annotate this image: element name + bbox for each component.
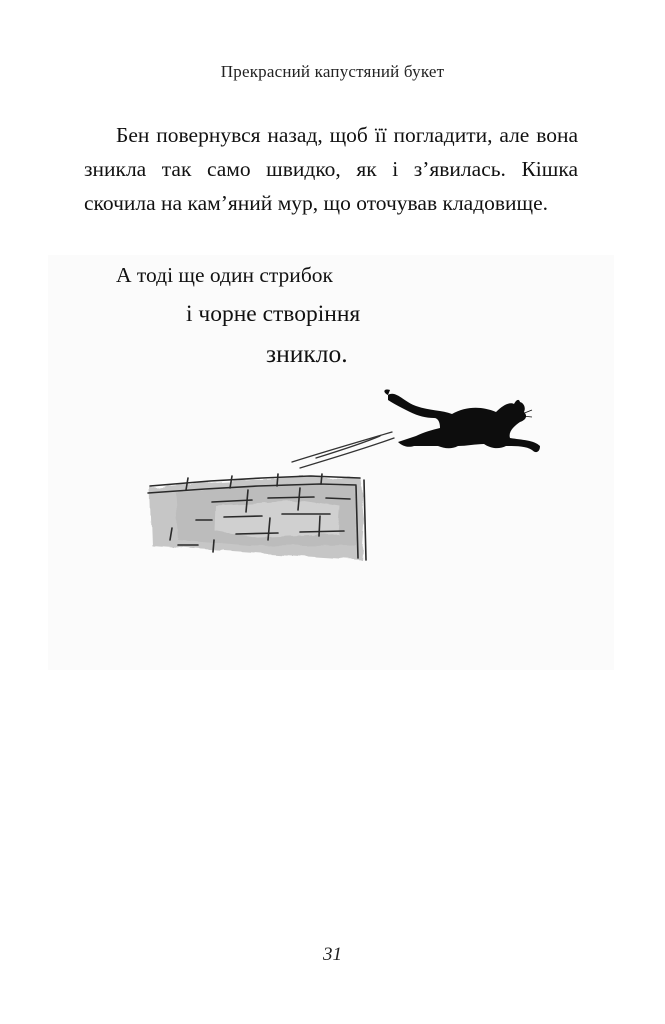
running-head: Прекрасний капустяний букет (220, 62, 445, 81)
verse-line-3: зникло. (266, 339, 348, 368)
page-number: 31 (323, 944, 342, 965)
stone-wall (148, 474, 366, 560)
motion-lines (292, 432, 394, 468)
body-paragraph: Бен повернувся назад, щоб її погладити, але вона зникла так само швидко, як і з’явилась. Кішка скочила на кам’яний мур, що оточував кладовище. (84, 123, 578, 215)
verse-line-2: і чорне створіння (186, 301, 361, 327)
verse-line-1: А тоді ще один стрибок (116, 263, 333, 287)
black-cat (384, 389, 540, 452)
